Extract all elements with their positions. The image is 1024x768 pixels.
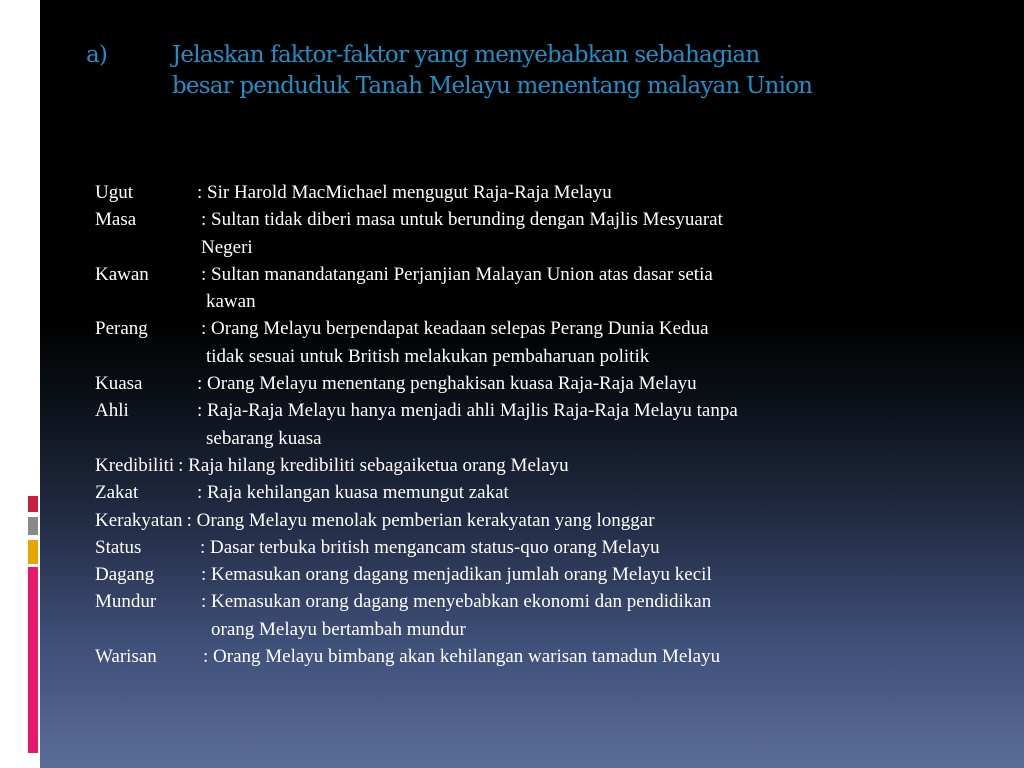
list-item	[95, 370, 738, 397]
item-description: : Raja kehilangan kuasa memungut zakat	[197, 482, 509, 504]
item-label: Warisan	[95, 646, 157, 668]
item-description-continued: kawan	[206, 291, 256, 313]
item-description: : Sultan tidak diberi masa untuk berunding dengan Majlis Mesyuarat	[201, 209, 723, 231]
item-label: Dagang	[95, 564, 155, 586]
item-label: Kawan	[95, 263, 149, 285]
item-description: : Kemasukan orang dagang menjadikan jumlah orang Melayu kecil	[201, 564, 712, 586]
item-label: Kerakyatan	[95, 509, 183, 531]
title-line-2: besar penduduk Tanah Melayu menentang malayan Union	[172, 73, 813, 99]
item-description-continued: sebarang kuasa	[206, 427, 322, 449]
list-item	[95, 479, 738, 506]
list-item	[95, 507, 738, 534]
item-label: Kredibiliti	[95, 454, 175, 476]
bullet-list	[95, 179, 738, 670]
item-description: : Raja-Raja Melayu hanya menjadi ahli Majlis Raja-Raja Melayu tanpa	[197, 400, 738, 422]
slide	[40, 0, 1024, 768]
list-item	[95, 643, 738, 670]
item-description: : Orang Melayu berpendapat keadaan selepas Perang Dunia Kedua	[201, 318, 709, 340]
item-description: : Orang Melayu menentang penghakisan kuasa Raja-Raja Melayu	[197, 373, 697, 395]
item-description: : Kemasukan orang dagang menyebabkan ekonomi dan pendidikan	[201, 591, 712, 613]
item-label: Zakat	[95, 482, 139, 504]
list-item	[95, 206, 738, 261]
item-label: Ahli	[95, 400, 129, 422]
item-description-continued: orang Melayu bertambah mundur	[211, 618, 466, 640]
list-item	[95, 315, 738, 370]
item-label: Status	[95, 536, 142, 558]
list-item	[95, 397, 738, 452]
list-item	[95, 261, 738, 316]
item-description: : Sir Harold MacMichael mengugut Raja-Raja Melayu	[197, 182, 612, 203]
list-item	[95, 534, 738, 561]
item-description-continued: Negeri	[201, 236, 253, 258]
item-description-continued: tidak sesuai untuk British melakukan pembaharuan politik	[206, 345, 650, 367]
left-sidebar-strip	[0, 0, 40, 768]
item-description: : Dasar terbuka british mengancam status-quo orang Melayu	[200, 536, 660, 558]
item-description: : Orang Melayu bimbang akan kehilangan warisan tamadun Melayu	[203, 646, 721, 668]
list-item	[95, 588, 738, 643]
item-label: Masa	[95, 209, 137, 231]
accent-bar-gold	[28, 540, 38, 564]
item-description: : Orang Melayu menolak pemberian kerakyatan yang longgar	[186, 509, 655, 531]
item-label: Perang	[95, 318, 148, 340]
list-item	[95, 452, 738, 479]
accent-bar-red	[28, 496, 38, 512]
list-item	[95, 561, 738, 588]
item-description: : Raja hilang kredibiliti sebagaiketua orang Melayu	[178, 454, 569, 476]
item-label: Mundur	[95, 591, 157, 613]
item-label: Kuasa	[95, 373, 143, 395]
accent-bar-gray	[28, 517, 38, 535]
item-description: : Sultan manandatangani Perjanjian Malayan Union atas dasar setia	[201, 263, 713, 285]
title-line-1: Jelaskan faktor-faktor yang menyebabkan sebahagian	[172, 42, 760, 68]
title-marker: a)	[86, 42, 108, 68]
list-item	[95, 179, 738, 206]
item-label: Ugut	[95, 182, 133, 203]
accent-bar-pink	[28, 567, 38, 753]
